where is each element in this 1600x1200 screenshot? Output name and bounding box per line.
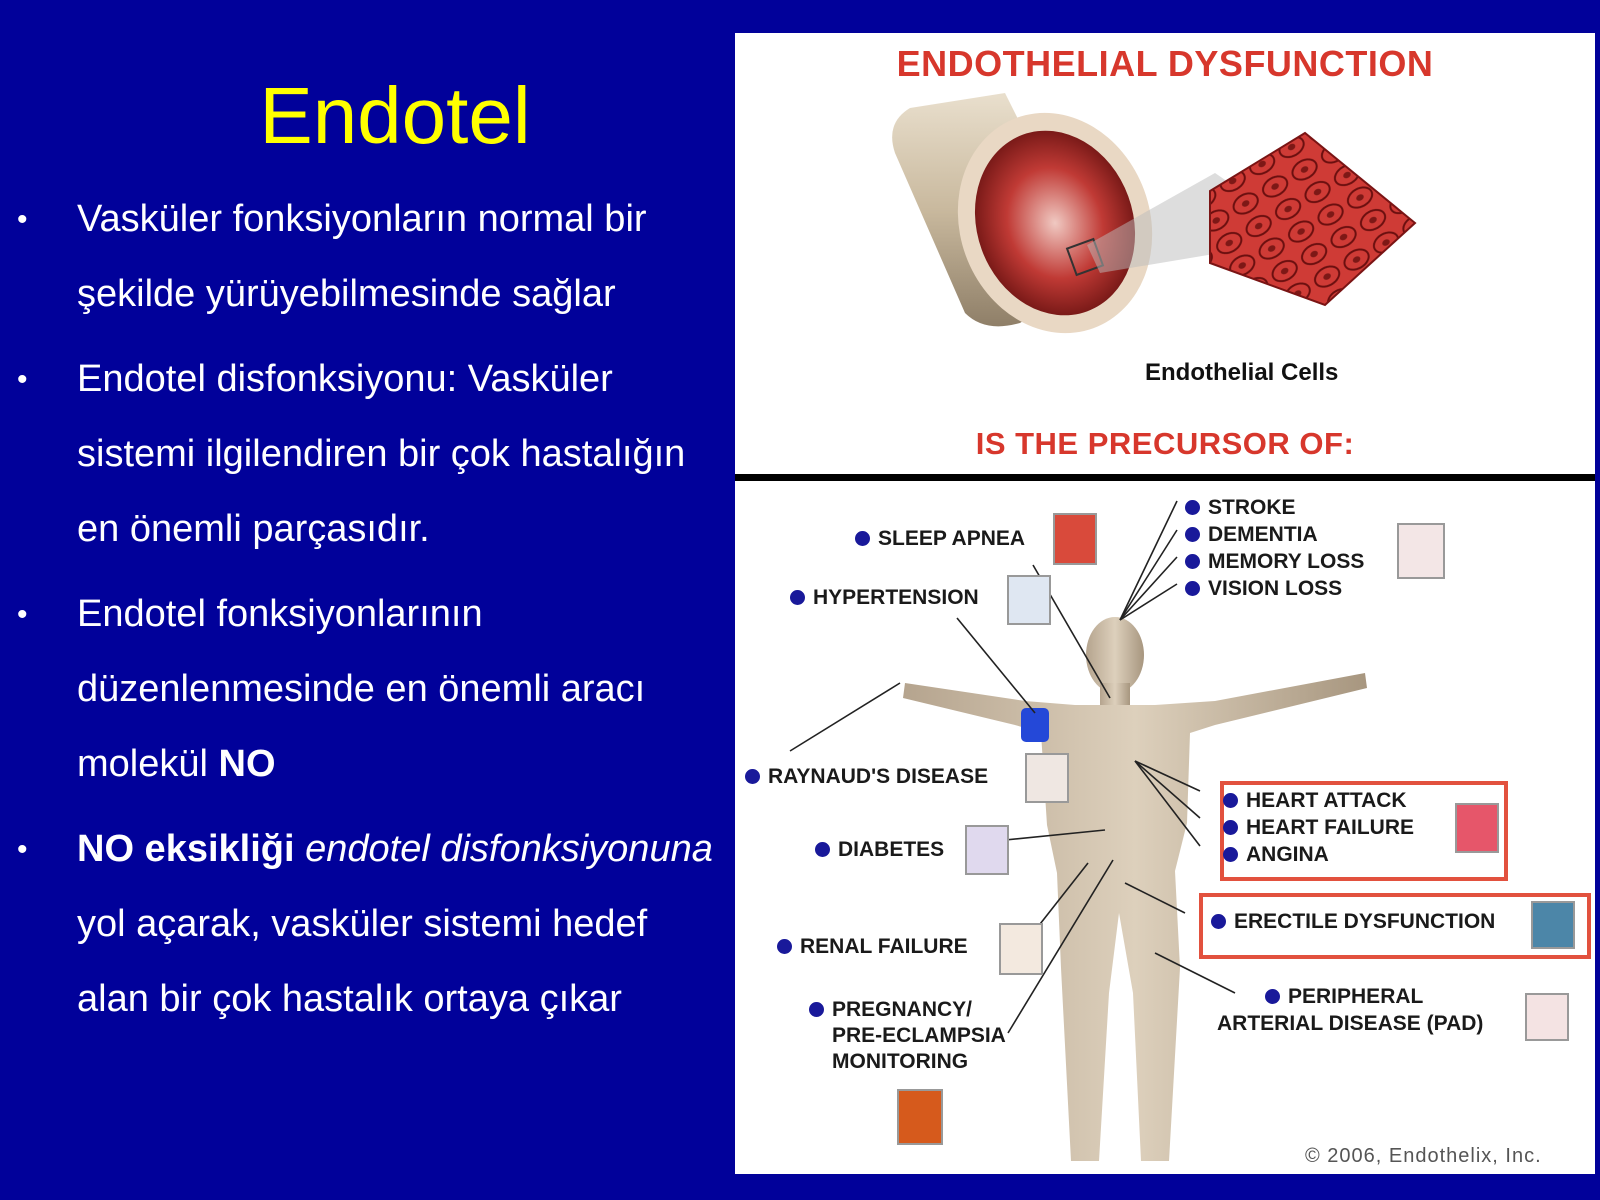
label-vision-loss: VISION LOSS [1185,575,1342,602]
bullet-dot-icon [790,590,805,605]
bullet-item [0,342,720,567]
arm-cuff-icon [1007,575,1051,625]
label-diabetes: DIABETES [815,836,944,863]
brain-icon [1397,523,1445,579]
bullet-text: Vasküler fonksiyonların normal bir şekilde yürüyebilmesinde sağlar [77,198,647,315]
bullet-dot-icon [1185,500,1200,515]
label-pre-eclampsia: PRE-ECLAMPSIA [832,1024,1006,1047]
bullet-dot-icon [1185,581,1200,596]
label-memory-loss: MEMORY LOSS [1185,548,1364,575]
bullet-dot-icon [1223,820,1238,835]
label-hypertension: HYPERTENSION [790,584,979,611]
label-dementia: DEMENTIA [1185,521,1318,548]
section-divider [735,474,1595,481]
label-raynauds: RAYNAUD'S DISEASE [745,763,988,790]
bullet-text: Endotel fonksiyonlarının düzenlenmesinde en önemli aracı molekül [77,593,646,785]
hand-icon [1025,753,1069,803]
bullet-italic-text: endotel disfonksiyonuna [294,828,713,870]
vascular-cross-section-icon [1531,901,1575,949]
label-monitoring: MONITORING [832,1050,969,1073]
bullet-text: Endotel disfonksiyonu: Vasküler sistemi ilgilendiren bir çok hastalığın en önemli parçasıdır. [77,358,686,550]
bullet-dot-icon: • [17,833,28,866]
figure-title: ENDOTHELIAL DYSFUNCTION [896,43,1434,84]
copyright-notice: © 2006, Endothelix, Inc. [1305,1145,1542,1167]
bullet-bold-text: NO eksikliği [77,828,295,870]
bullet-item [0,812,720,1037]
kidney-icon [999,923,1043,975]
bullet-dot-icon [855,531,870,546]
bullet-dot-icon [1185,554,1200,569]
label-heart-failure: HEART FAILURE [1223,814,1414,841]
bullet-dot-icon [809,1002,824,1017]
bullet-dot-icon [1185,527,1200,542]
bullet-dot-icon [1265,989,1280,1004]
blood-pressure-cuff-icon [1021,708,1049,742]
bullet-text: yol açarak, vasküler sistemi hedef alan bir çok hastalık ortaya çıkar [77,903,648,1020]
bullet-dot-icon [815,842,830,857]
label-erectile-dysfunction: ERECTILE DYSFUNCTION [1211,908,1495,935]
endothelial-dysfunction-figure [735,33,1595,1174]
artery-icon [1525,993,1569,1041]
label-angina: ANGINA [1223,841,1329,868]
slide-title: Endotel [259,71,531,160]
label-sleep-apnea: SLEEP APNEA [855,525,1025,552]
lungs-icon [1053,513,1097,565]
bullet-dot-icon [777,939,792,954]
bullet-item [0,577,720,802]
bullet-dot-icon [1223,793,1238,808]
label-peripheral: PERIPHERAL [1265,983,1423,1010]
bullet-dot-icon [1211,914,1226,929]
human-figure-icon [903,617,1367,1161]
pancreas-icon [965,825,1009,875]
bullet-dot-icon: • [17,203,28,236]
bullet-item [0,182,720,332]
precursor-heading: IS THE PRECURSOR OF: [975,426,1355,461]
endothelial-cells-icon [1210,133,1415,305]
fetus-icon [897,1089,943,1145]
label-arterial-disease: ARTERIAL DISEASE (PAD) [1217,1012,1484,1035]
bullet-dot-icon: • [17,363,28,396]
label-heart-attack: HEART ATTACK [1223,787,1407,814]
bullet-dot-icon [1223,847,1238,862]
bullet-dot-icon: • [17,598,28,631]
label-pregnancy: PREGNANCY/ [809,996,972,1023]
bullet-bold-text: NO [218,743,276,785]
heart-icon [1455,803,1499,853]
endothelial-cells-label: Endothelial Cells [1145,359,1339,386]
bullet-dot-icon [745,769,760,784]
bullet-list [0,182,720,1047]
label-stroke: STROKE [1185,494,1296,521]
label-renal-failure: RENAL FAILURE [777,933,968,960]
